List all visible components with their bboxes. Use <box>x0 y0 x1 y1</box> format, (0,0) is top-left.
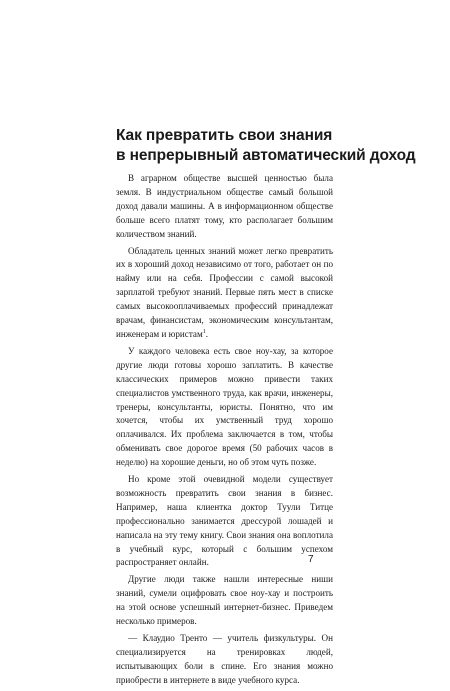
page-number: 7 <box>308 554 314 565</box>
paragraph-6: — Клаудио Тренто — учитель физкультуры. Он специализируется на тренировках людей, испытывающих боли в спине. Его знания можно приобрести в интернете в виде учебного курса. <box>116 633 333 685</box>
paragraph-5: Другие люди также нашли интересные ниши знаний, сумели оцифровать свое ноу-хау и построить на этой основе успешный интернет-бизнес. Приведем несколько примеров. <box>116 574 333 627</box>
paragraph-3: У каждого человека есть свое ноу-хау, за которое другие люди готовы хорошо заплатить. В качестве классических примеров можно привести таких специалистов умственного труда, как врачи, инженеры, тренеры, консультанты, юристы. Понятно, что им хочется, чтобы их умственный труд хорошо оплачивался. Их проблема заключается в том, чтобы обменивать свое дорогое время (50 рабочих часов в неделю) на хорошие деньги, но об этом чуть позже. <box>116 345 333 468</box>
paragraph-4: Но кроме этой очевидной модели существует возможность превратить свои знания в бизнес. Например, наша клиентка доктор Туули Титце профессионально занимается дрессурой лошадей и написала на эту тему книгу. Свои знания она воплотила в учебный курс, который с большим успехом распространяет онлайн. <box>116 474 333 568</box>
heading-line-1: Как превратить свои знания <box>116 127 333 144</box>
paragraph-1: В аграрном обществе высшей ценностью была земля. В индустриальном обществе самый большой доход давали машины. А в информационном обществе больше всего платят тому, кто располагает большим количеством знаний. <box>116 173 333 239</box>
body-text <box>116 172 333 691</box>
heading-line-2: в непрерывный автоматический доход <box>116 147 416 164</box>
paragraph-2-text: Обладатель ценных знаний может легко превратить их в хороший доход независимо от того, работает он по найму или на себя. Профессии с самой высокой зарплатой требуют знаний. Первые пять мест в списке самых высокооплачиваемых профессий принадлежат врачам, финансистам, экономическим консультантам, инженерам и юристам <box>116 245 333 339</box>
chapter-heading <box>116 126 416 166</box>
footnote-marker: 1 <box>202 328 206 335</box>
paragraph-2: Обладатель ценных знаний может легко превратить их в хороший доход независимо от того, работает он по найму или на себя. Профессии с самой высокой зарплатой требуют знаний. Первые пять мест в списке самых высокооплачиваемых профессий принадлежат врачам, финансистам, экономическим консультантам, инженерам и юристам$^1$. <box>116 245 333 339</box>
